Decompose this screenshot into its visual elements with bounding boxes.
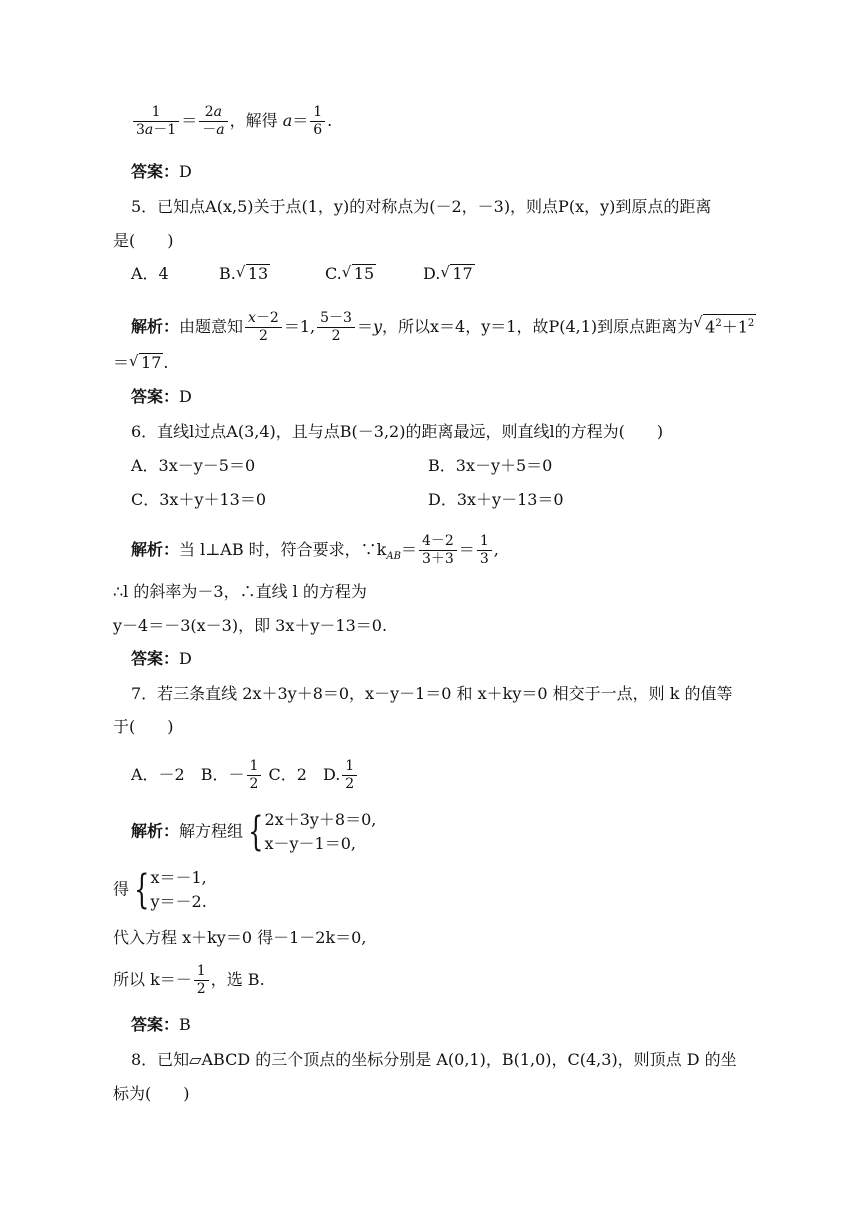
question-8: 8．已知▱ABCD 的三个顶点的坐标分别是 A(0,1)，B(1,0)，C(4,3)，则顶点 D 的坐 — [131, 1050, 737, 1069]
fraction: $\frac{1}{6}$ — [310, 104, 325, 139]
analysis-7: 解析：解方程组 { 2x＋3y＋8＝0, x－y－1＝0, — [131, 809, 377, 855]
answer-line-4: 答案：D — [131, 162, 192, 181]
analysis-6-line3: y－4＝－3(x－3)，即 3x＋y－13＝0. — [113, 616, 388, 635]
question-5-cont: 是( ) — [113, 231, 174, 250]
fraction: $\frac{2a}{-a}$ — [199, 104, 227, 139]
question-7-options: A．－2 B．－ $\frac{1}{2}$ C．2 D. $\frac{1}{2}$ — [131, 758, 359, 793]
question-7-cont: 于( ) — [113, 717, 174, 736]
analysis-5: 解析：由题意知 $\frac{x-2}{2}$ ＝1, $\frac{5-3}{2}$ ＝y，所以x＝4，y＝1，故P(4,1)到原点距离为√ $4^2+1^2$ — [131, 310, 756, 345]
analysis-6: 解析：当 l⊥AB 时，符合要求，$\because k_{AB}=$ $\frac{4-2}{3+3}$ ＝ $\frac{1}{3}$ , — [131, 533, 499, 567]
analysis-5-cont: ＝√ 17 . — [113, 353, 168, 373]
analysis-7-so: 所以 k＝－ $\frac{1}{2}$ ，选 B. — [113, 963, 265, 997]
q4-solution-tail: $\frac{1}{3a-1}$ ＝ $\frac{2a}{-a}$ ，解得 a＝ $\frac{1}{6}$ . — [131, 104, 332, 139]
analysis-7-sub: 代入方程 x＋ky＝0 得－1－2k＝0, — [113, 928, 367, 947]
analysis-6-line2: ∴l 的斜率为－3，∴直线 l 的方程为 — [113, 582, 367, 601]
question-7: 7．若三条直线 2x＋3y＋8＝0，x－y－1＝0 和 x＋ky＝0 相交于一点，则 k 的值等 — [131, 684, 733, 703]
answer-line-5: 答案：D — [131, 387, 192, 406]
question-5: 5．已知点A(x,5)关于点(1，y)的对称点为(－2，－3)，则点P(x，y)到原点的距离 — [131, 197, 712, 216]
answer-line-7: 答案：B — [131, 1015, 191, 1034]
fraction: $\frac{1}{3a-1}$ — [133, 104, 179, 139]
document-page: $\frac{1}{3a-1}$ ＝ $\frac{2a}{-a}$ ，解得 a＝ $\frac{1}{6}$ . 答案：D 5．已知点A(x,5)关于点(1，y)的对称点为(－2，－3)，则点P(x，y)到原点的距离 是( ) A．4 B.√ 13 C.√ 15 D.√ 17 解析：由题意知 $\frac{x-2}{2}$ ＝1, $\frac{5-3}{2}$ ＝y，所以x＝4，y＝1，故P(4,1)到原点距离为√ $4^2+1^2$ ＝√ 17 . 答案：D 6．直线l过点A(3,4)，且与点B(－3,2)的距离最远，则直线l的方程为( ) A．3x－y－5＝0 B．3x－y＋5＝0 C．3x＋y＋13＝0 D．3x＋y－13＝0 解析：当 l⊥AB 时，符合要求，$\because k_{AB}=$ $\frac{4-2}{3+3}$ ＝ $\frac{1}{3}$ , ∴l 的斜率为－3，∴直线 l 的方程为 y－4＝－3(x－3)，即 3x＋y－13＝0. 答案：D 7．若三条直线 2x＋3y＋8＝0，x－y－1＝0 和 x＋ky＝0 相交于一点，则 k 的值等 于( ) A．－2 B．－ $\frac{1}{2}$ C．2 D. $\frac{1}{2}$ 解析：解方程组 { 2x＋3y＋8＝0, x－y－1＝0, 得 { x＝－1, y＝－2. 代入方程 x＋ky＝0 得－1－2k＝0, 所以 k＝－ $\frac{1}{2}$ ，选 B. 答案：B 8．已知▱ABCD 的三个顶点的坐标分别是 A(0,1)，B(1,0)，C(4,3)，则顶点 D 的坐 标为( ) — [0, 0, 860, 1216]
analysis-7-result: 得 { x＝－1, y＝－2. — [113, 867, 207, 913]
answer-line-6: 答案：D — [131, 649, 192, 668]
question-8-cont: 标为( ) — [113, 1084, 190, 1103]
question-6: 6．直线l过点A(3,4)，且与点B(－3,2)的距离最远，则直线l的方程为( ) — [131, 422, 664, 441]
